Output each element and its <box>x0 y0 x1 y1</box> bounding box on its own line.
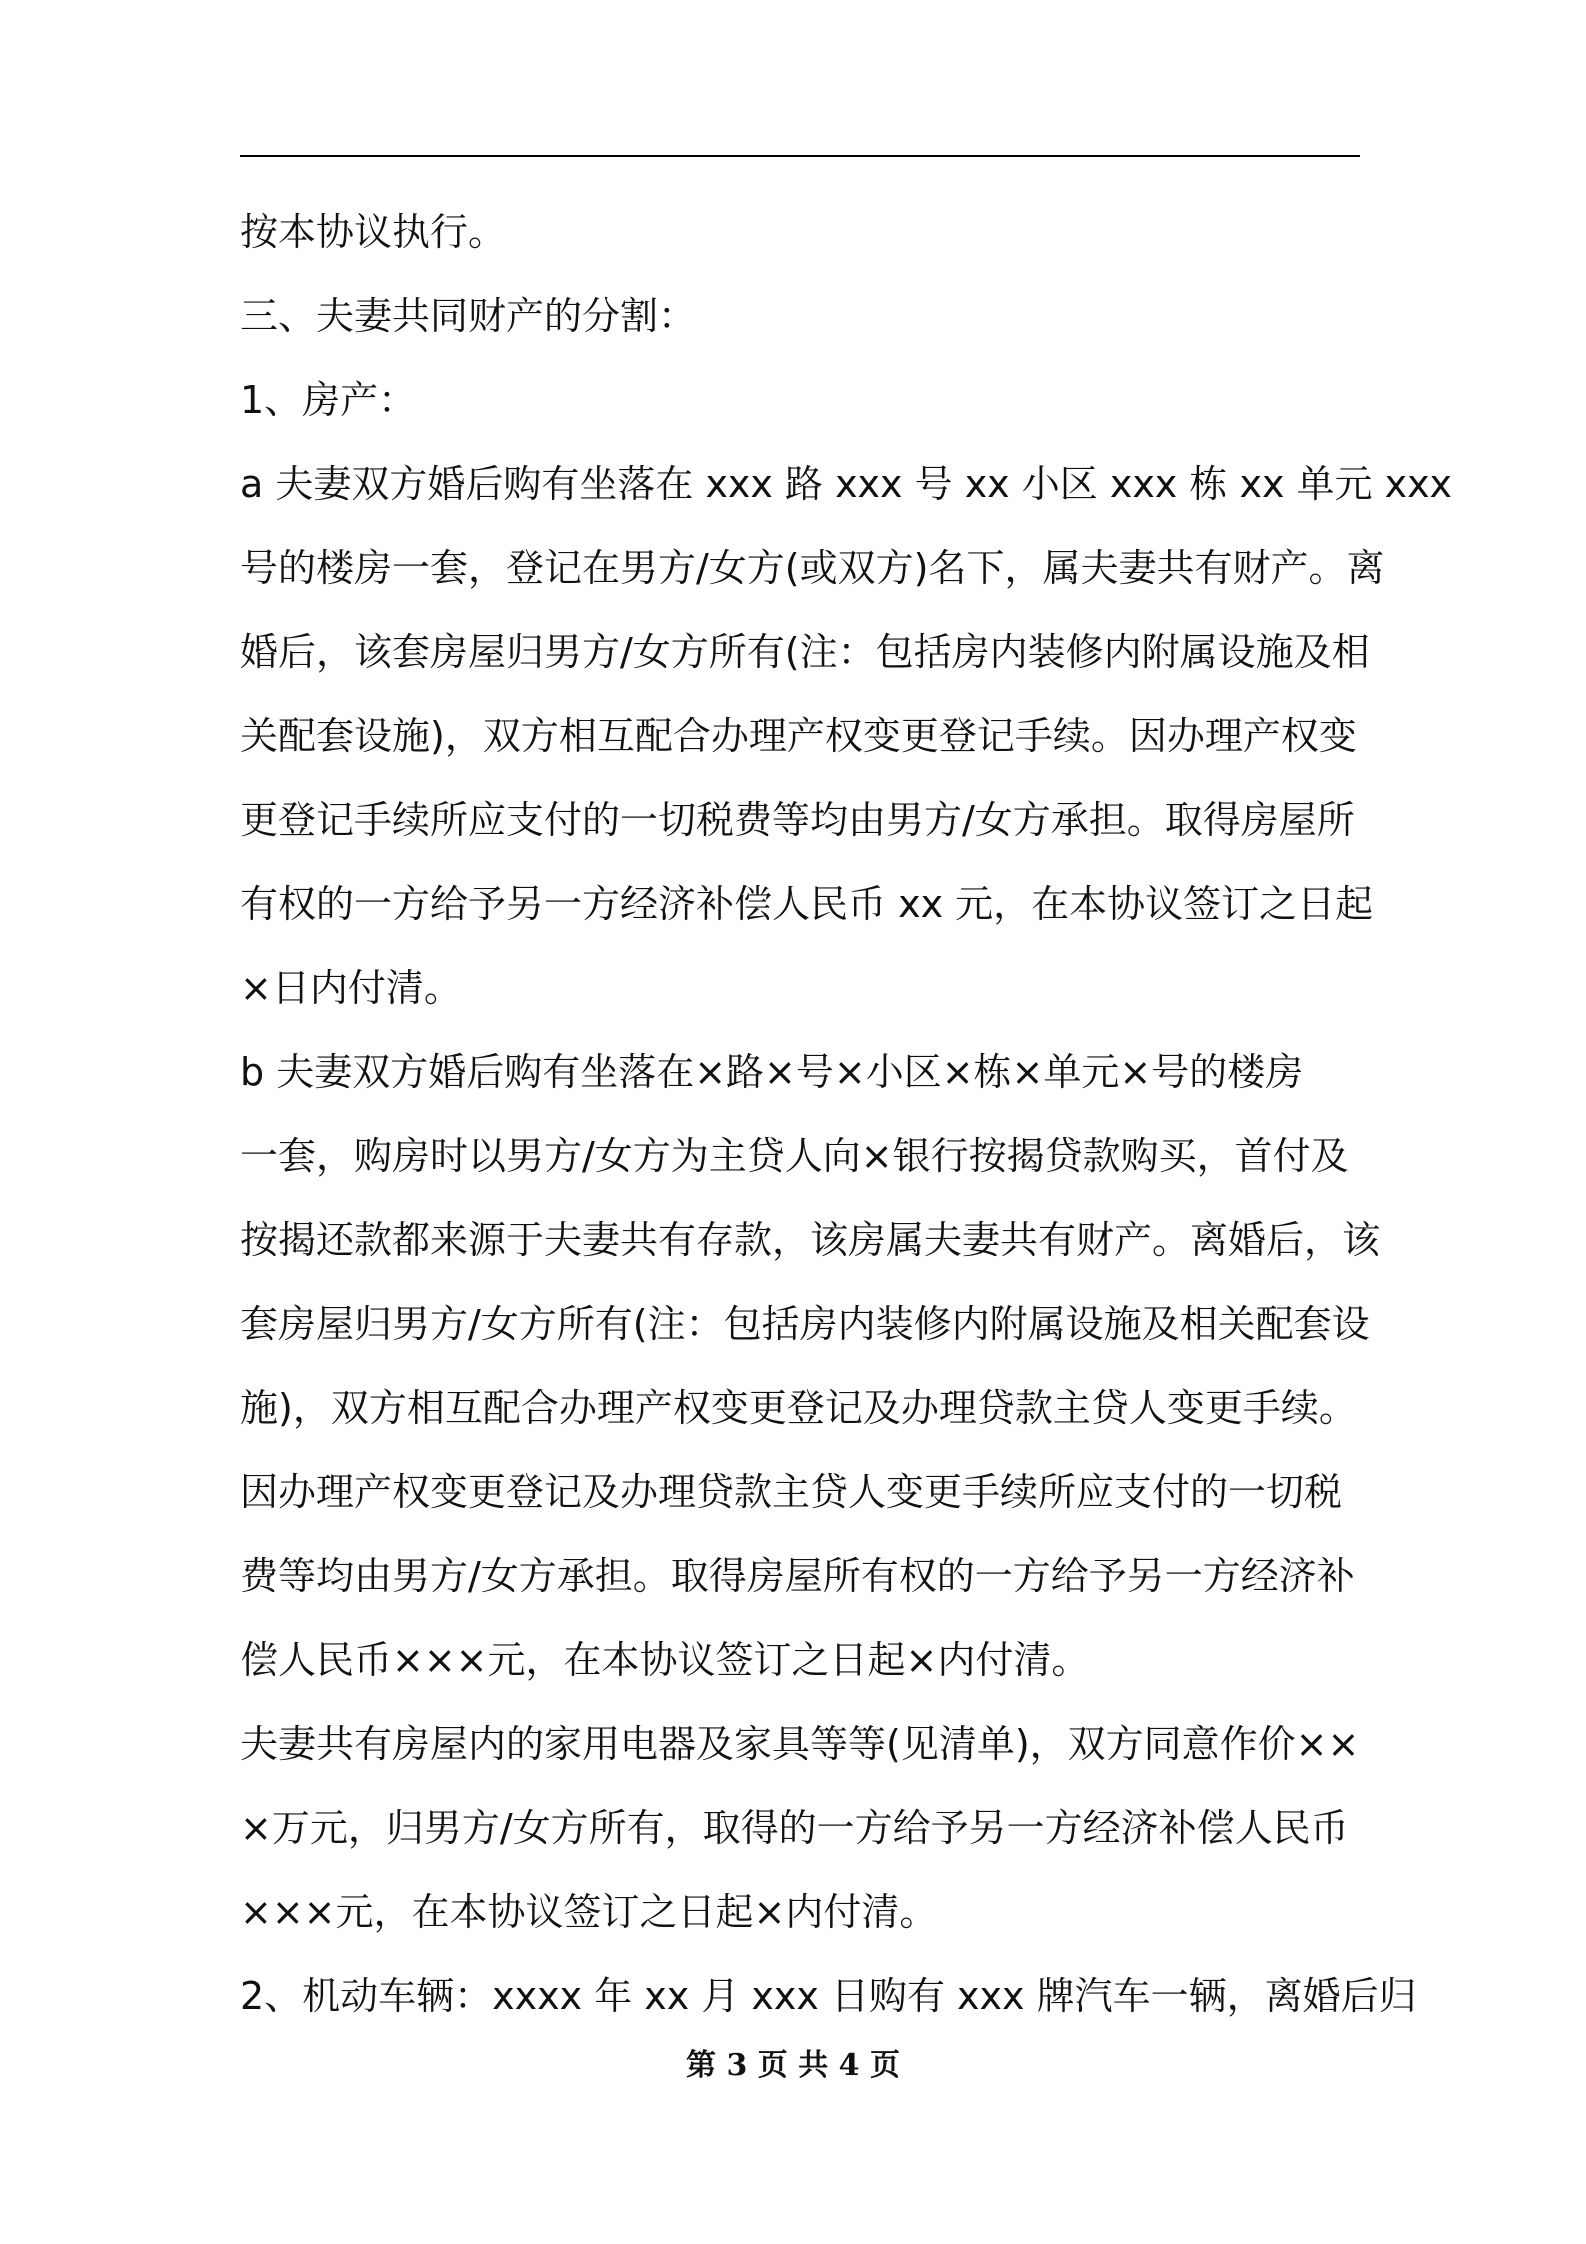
subsection-heading: 1、房产： <box>240 378 417 422</box>
text-line: 偿人民币×××元，在本协议签订之日起×内付清。 <box>240 1638 1090 1682</box>
text-line: 有权的一方给予另一方经济补偿人民币 xx 元，在本协议签订之日起 <box>240 882 1374 926</box>
text-line: b 夫妻双方婚后购有坐落在×路×号×小区×栋×单元×号的楼房 <box>240 1050 1304 1094</box>
text-line: ×日内付清。 <box>240 966 462 1010</box>
page-number-footer: 第 3 页 共 4 页 <box>686 2048 900 2083</box>
text-line: 因办理产权变更登记及办理贷款主贷人变更手续所应支付的一切税 <box>240 1470 1343 1514</box>
text-line: 施)，双方相互配合办理产权变更登记及办理贷款主贷人变更手续。 <box>240 1386 1357 1430</box>
text-line: ×××元，在本协议签订之日起×内付清。 <box>240 1890 938 1934</box>
subsection-heading: 2、机动车辆：xxxx 年 xx 月 xxx 日购有 xxx 牌汽车一辆，离婚后归 <box>240 1974 1417 2018</box>
text-line: 一套，购房时以男方/女方为主贷人向×银行按揭贷款购买，首付及 <box>240 1134 1349 1178</box>
text-line: 更登记手续所应支付的一切税费等均由男方/女方承担。取得房屋所 <box>240 798 1355 842</box>
header-rule <box>240 155 1360 157</box>
document-body <box>240 190 1453 2038</box>
text-line: 按揭还款都来源于夫妻共有存款，该房属夫妻共有财产。离婚后，该 <box>240 1218 1381 1262</box>
text-line: 按本协议执行。 <box>240 210 507 254</box>
text-line: 套房屋归男方/女方所有(注：包括房内装修内附属设施及相关配套设 <box>240 1302 1370 1346</box>
text-line: 夫妻共有房屋内的家用电器及家具等等(见清单)，双方同意作价×× <box>240 1722 1360 1766</box>
section-heading: 三、夫妻共同财产的分割： <box>240 294 697 338</box>
text-line: 费等均由男方/女方承担。取得房屋所有权的一方给予另一方经济补 <box>240 1554 1355 1598</box>
text-line: 婚后，该套房屋归男方/女方所有(注：包括房内装修内附属设施及相 <box>240 630 1370 674</box>
text-line: 号的楼房一套，登记在男方/女方(或双方)名下，属夫妻共有财产。离 <box>240 546 1385 590</box>
text-line: ×万元，归男方/女方所有，取得的一方给予另一方经济补偿人民币 <box>240 1806 1349 1850</box>
text-line: a 夫妻双方婚后购有坐落在 xxx 路 xxx 号 xx 小区 xxx 栋 xx 单元 xxx <box>240 462 1453 506</box>
text-line: 关配套设施)，双方相互配合办理产权变更登记手续。因办理产权变 <box>240 714 1357 758</box>
